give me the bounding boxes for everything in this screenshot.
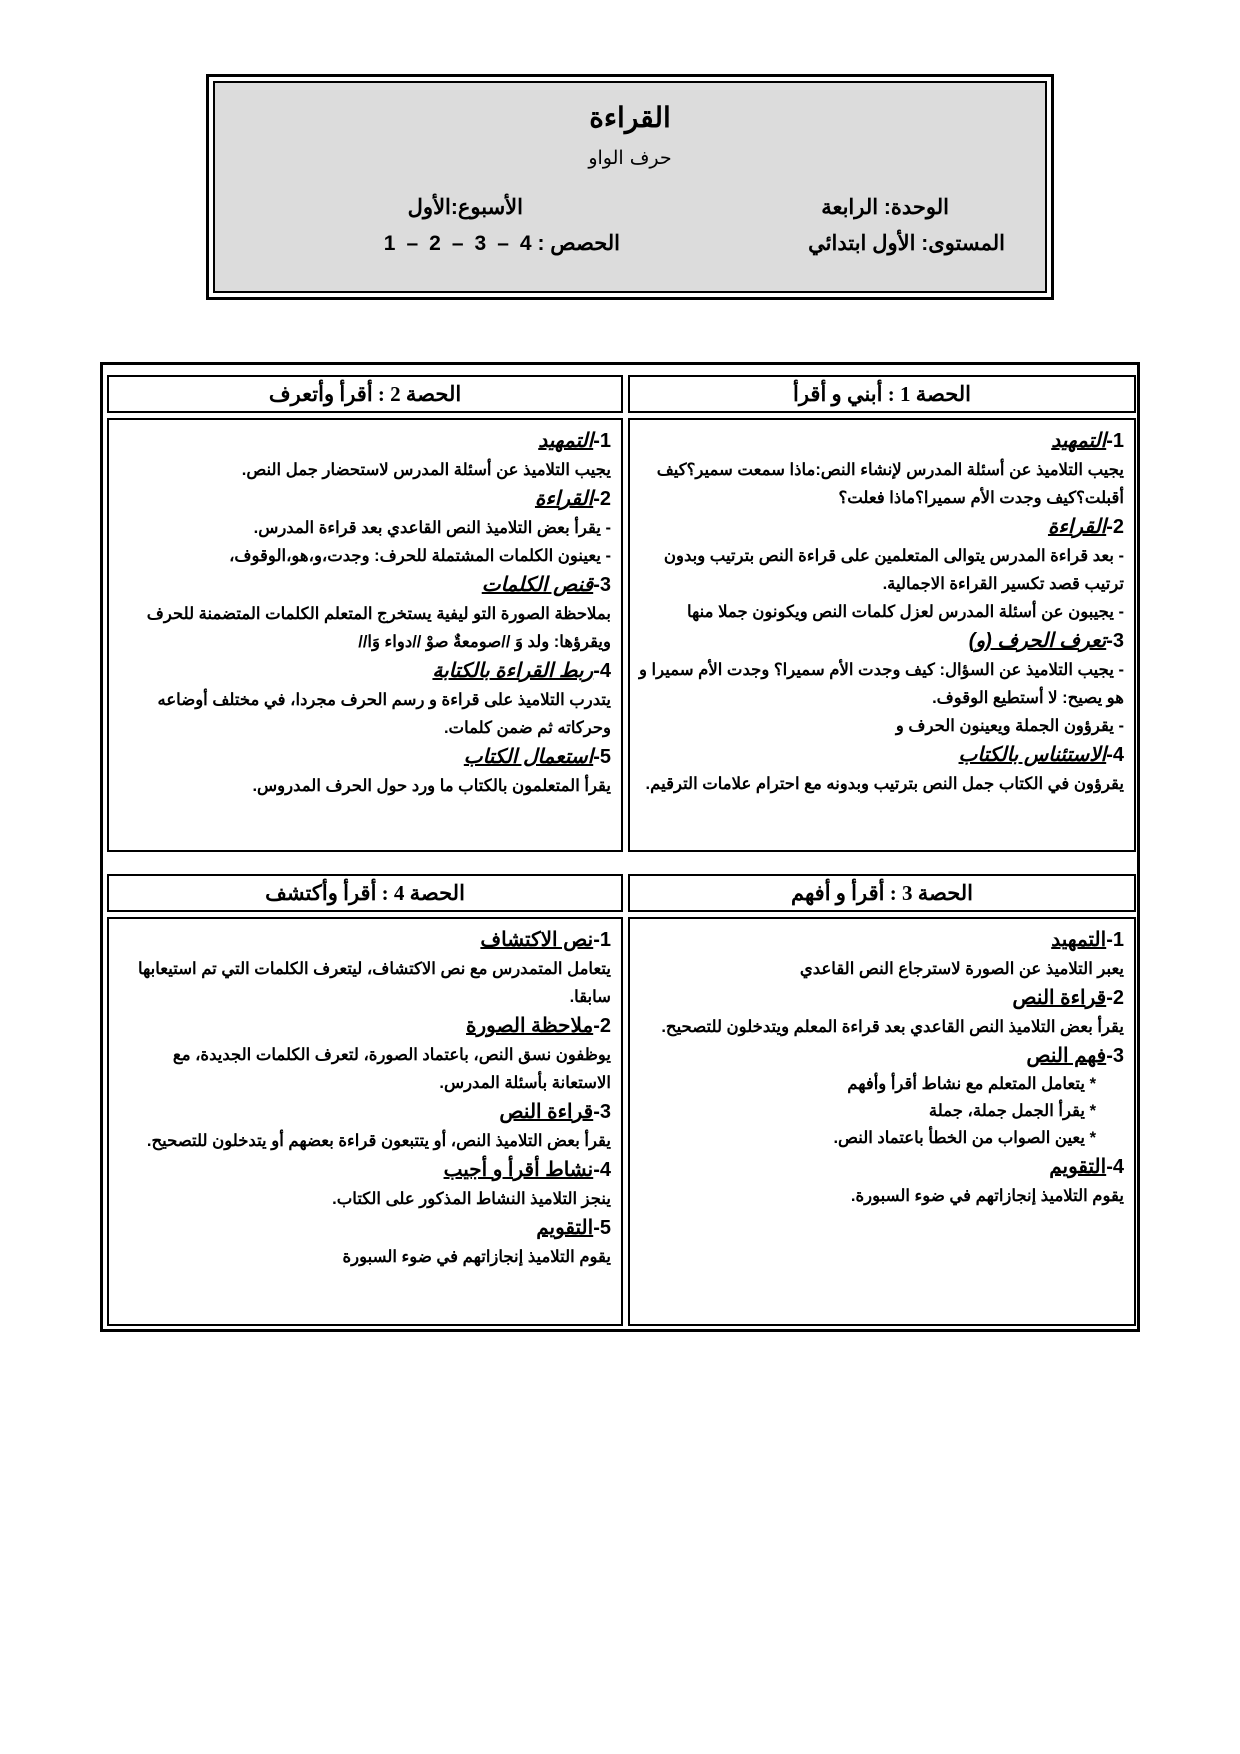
- section-text: يقرأ بعض التلاميذ النص، أو يتتبعون قراءة بعضهم أو يتدخلون للتصحيح.: [146, 1132, 611, 1150]
- session-sep: –: [406, 232, 419, 255]
- section-text: يقرأ بعض التلاميذ النص القاعدي بعد قراءة المعلم ويتدخلون للتصحيح.: [661, 1018, 1124, 1036]
- section-number: 4-: [1106, 744, 1124, 766]
- section-title-text: التقويم: [1049, 1156, 1107, 1178]
- section-number: 4-: [593, 1159, 611, 1181]
- session-number: 1: [383, 232, 396, 255]
- section-text: ينجز التلاميذ النشاط المذكور على الكتاب.: [332, 1190, 611, 1208]
- unit-label: الوحدة: الرابعة: [821, 196, 949, 219]
- section-title-text: استعمال الكتاب: [463, 746, 594, 768]
- section-text: يقرؤون في الكتاب جمل النص بترتيب وبدونه مع احترام علامات الترقيم.: [645, 775, 1124, 793]
- session-4-header: الحصة 4 : أقرأ وأكتشف: [107, 874, 623, 912]
- section-text: - يجيبون عن أسئلة المدرس لعزل كلمات النص ويكونون جملا منها: [687, 603, 1124, 621]
- bullet-item: * يقرأ الجمل جملة، جملة: [928, 1102, 1096, 1120]
- section-number: 1-: [593, 929, 611, 951]
- section-number: 1-: [1106, 430, 1124, 452]
- section-title: [117, 1011, 611, 1041]
- section-title: [638, 426, 1124, 456]
- section-number: 3-: [593, 1101, 611, 1123]
- sessions-label: [384, 231, 620, 256]
- session-sep: –: [497, 232, 509, 255]
- session-number: 4: [519, 232, 532, 255]
- section-number: 2-: [1106, 516, 1124, 538]
- section-title: [638, 983, 1124, 1013]
- section-title: [117, 656, 611, 686]
- section-text: - يقرأ بعض التلاميذ النص القاعدي بعد قراءة المدرس.: [253, 519, 611, 537]
- section-number: 3-: [1106, 630, 1124, 652]
- section-text: يقوم التلاميذ إنجازاتهم في ضوء السبورة.: [850, 1187, 1124, 1205]
- section-title: [117, 925, 611, 955]
- header-inner: [213, 81, 1047, 293]
- section-text: يقوم التلاميذ إنجازاتهم في ضوء السبورة: [342, 1248, 611, 1266]
- section-number: 2-: [1106, 987, 1124, 1009]
- section-title: [638, 740, 1124, 770]
- section-number: 3-: [1106, 1045, 1124, 1067]
- doc-subtitle: حرف الواو: [588, 147, 672, 169]
- section-title: [117, 1213, 611, 1243]
- section-title-text: القراءة: [1047, 516, 1107, 538]
- section-text: - بعد قراءة المدرس يتوالى المتعلمين على قراءة النص بترتيب وبدون ترتيب قصد تكسير القراءة الاجمالية.: [663, 547, 1124, 593]
- session-number: 2: [429, 232, 441, 255]
- sessions-numbers: [384, 232, 532, 255]
- section-text: - يجيب التلاميذ عن السؤال: كيف وجدت الأم سميرا؟ وجدت الأم سميرا و هو يصيح: لا أستطيع الوقوف.: [638, 661, 1124, 707]
- section-title: [117, 1097, 611, 1127]
- section-title: [117, 742, 611, 772]
- section-text: يتدرب التلاميذ على قراءة و رسم الحرف مجردا، في مختلف أوضاعه وحركاته ثم ضمن كلمات.: [157, 691, 611, 737]
- section-text: يقرأ المتعلمون بالكتاب ما ورد حول الحرف المدروس.: [252, 777, 611, 795]
- section-number: 3-: [593, 574, 611, 596]
- section-title-text: تعرف الحرف (و): [968, 630, 1107, 652]
- section-number: 5-: [593, 746, 611, 768]
- section-title-text: ربط القراءة بالكتابة: [432, 660, 594, 682]
- section-number: 4-: [1106, 1156, 1124, 1178]
- section-title: [638, 1041, 1124, 1071]
- section-number: 2-: [593, 1015, 611, 1037]
- sessions-grid: [100, 362, 1140, 1332]
- session-sep: –: [451, 232, 464, 255]
- section-title-text: نص الاكتشاف: [480, 929, 594, 951]
- section-title-text: قراءة النص: [1012, 987, 1107, 1009]
- session-4-body: [107, 917, 623, 1326]
- section-text: يعبر التلاميذ عن الصورة لاسترجاع النص القاعدي: [799, 960, 1124, 978]
- section-title-text: قراءة النص: [499, 1101, 594, 1123]
- section-title: [117, 484, 611, 514]
- session-1-body: [628, 418, 1136, 852]
- doc-title: القراءة: [589, 101, 671, 134]
- level-label: المستوى: الأول ابتدائي: [808, 232, 1005, 255]
- bullet-item: * يتعامل المتعلم مع نشاط أقرأ وأفهم: [847, 1075, 1096, 1093]
- section-text: يوظفون نسق النص، باعتماد الصورة، لتعرف الكلمات الجديدة، مع الاستعانة بأسئلة المدرس.: [172, 1046, 611, 1092]
- session-2-header: الحصة 2 : أقرأ وأتعرف: [107, 375, 623, 413]
- session-1-header: الحصة 1 : أبني و أقرأ: [628, 375, 1136, 413]
- section-title-text: التمهيد: [538, 430, 594, 452]
- sessions-label-text: الحصص :: [537, 232, 620, 255]
- section-title-text: ملاحظة الصورة: [466, 1015, 594, 1037]
- section-number: 5-: [593, 1217, 611, 1239]
- section-number: 4-: [593, 660, 611, 682]
- section-title-text: نشاط أقرأ و أجيب: [443, 1159, 594, 1181]
- section-title: [638, 925, 1124, 955]
- session-3-body: [628, 917, 1136, 1326]
- section-title: [638, 626, 1124, 656]
- session-2-body: [107, 418, 623, 852]
- header-box: [206, 74, 1054, 300]
- section-number: 1-: [593, 430, 611, 452]
- section-title: [638, 512, 1124, 542]
- section-text: يجيب التلاميذ عن أسئلة المدرس لإنشاء النص:ماذا سمعت سمير؟كيف أقبلت؟كيف وجدت الأم سميرا؟ماذا فعلت؟: [656, 461, 1124, 507]
- session-number: 3: [474, 232, 487, 255]
- section-text: - يقرؤون الجملة ويعينون الحرف و: [895, 717, 1124, 735]
- section-title: [638, 1152, 1124, 1182]
- section-title-text: القراءة: [534, 488, 594, 510]
- section-title-text: فهم النص: [1026, 1045, 1107, 1067]
- section-text: بملاحظة الصورة التو ليفية يستخرج المتعلم الكلمات المتضمنة للحرف ويقرؤها: ولد وَ //صومعةٌ صوْ //دواء وَا//: [146, 605, 611, 651]
- section-title-text: التمهيد: [1051, 929, 1107, 951]
- section-title: [117, 570, 611, 600]
- section-title: [117, 1155, 611, 1185]
- section-number: 1-: [1106, 929, 1124, 951]
- section-title-text: الاستئناس بالكتاب: [958, 744, 1107, 766]
- section-text: يجيب التلاميذ عن أسئلة المدرس لاستحضار جمل النص.: [241, 461, 611, 479]
- bullet-item: * يعين الصواب من الخطأ باعتماد النص.: [833, 1129, 1096, 1147]
- session-3-header: الحصة 3 : أقرأ و أفهم: [628, 874, 1136, 912]
- section-title-text: التمهيد: [1051, 430, 1107, 452]
- section-title: [117, 426, 611, 456]
- week-label: الأسبوع:الأول: [407, 196, 523, 219]
- section-title-text: التقويم: [536, 1217, 594, 1239]
- section-text: يتعامل المتمدرس مع نص الاكتشاف، ليتعرف الكلمات التي تم استيعابها سابقا.: [138, 960, 611, 1006]
- section-text: - يعينون الكلمات المشتملة للحرف: وجدت،و،هو،الوقوف،: [229, 547, 611, 565]
- section-number: 2-: [593, 488, 611, 510]
- section-title-text: قنص الكلمات: [481, 574, 594, 596]
